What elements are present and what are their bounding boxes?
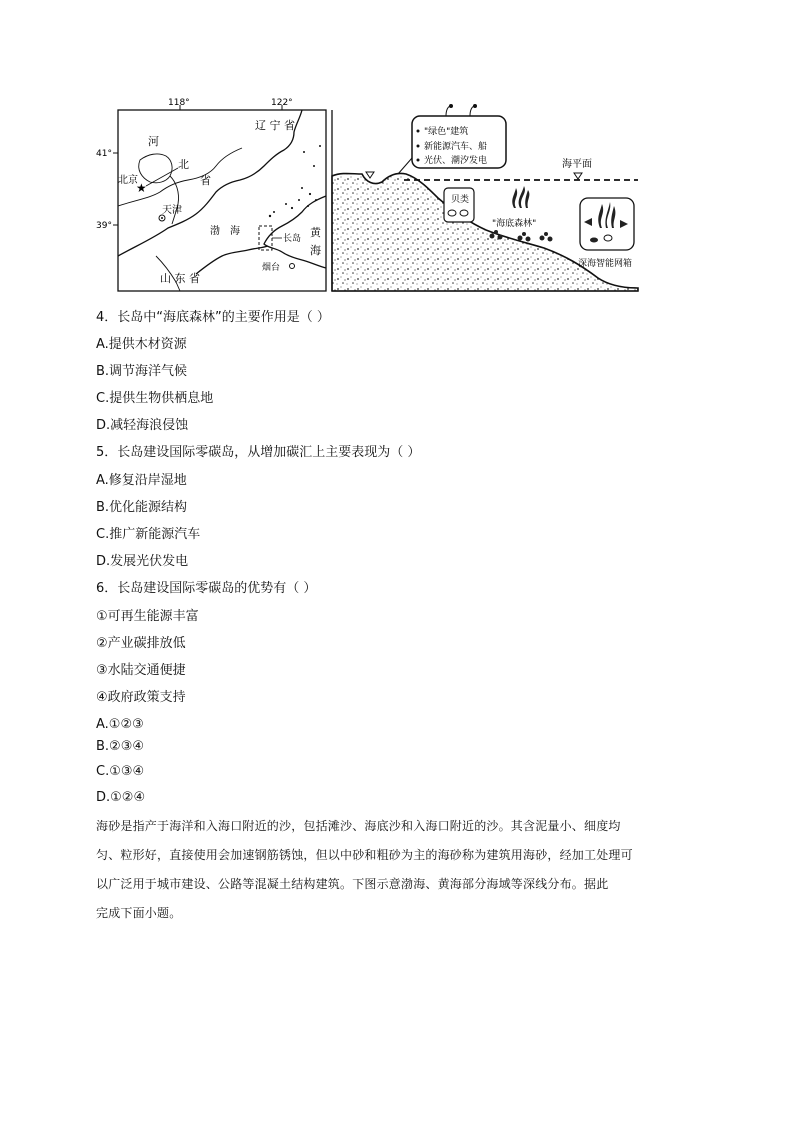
box-item-solar-tidal: 光伏、潮汐发电: [424, 156, 488, 166]
question-5-option-c[interactable]: C.推广新能源汽车: [96, 527, 201, 542]
passage-line: 完成下面小题。: [96, 906, 182, 920]
question-5-option-b[interactable]: B.优化能源结构: [96, 500, 188, 515]
label-hebei-he: 河: [148, 135, 159, 148]
label-yantai: 烟台: [262, 263, 281, 273]
label-changdao: 长岛: [283, 234, 302, 244]
question-6-option-b[interactable]: B.②③④: [96, 739, 145, 754]
shellfish-box: [444, 188, 474, 222]
question-5-option-a[interactable]: A.修复沿岸湿地: [96, 473, 187, 488]
box-item-new-energy: 新能源汽车、船: [424, 142, 488, 152]
label-seabed-forest: "海底森林": [492, 219, 537, 229]
question-4-option-b[interactable]: B.调节海洋气候: [96, 364, 188, 379]
passage-line: 海砂是指产于海洋和入海口附近的沙，包括滩沙、海底沙和入海口附近的沙。其含泥量小、细度均: [96, 819, 621, 833]
label-deep-sea-cage: 深海智能网箱: [578, 259, 633, 269]
profile-diagram: [332, 104, 638, 291]
label-tianjin: 天津: [162, 205, 182, 216]
question-6-option-c[interactable]: C.①③④: [96, 764, 145, 779]
figure: [96, 96, 640, 296]
label-huanghai-hai: 海: [310, 244, 321, 257]
label-huanghai-huang: 黄: [310, 226, 321, 239]
label-hebei-bei: 北: [178, 158, 189, 171]
lat-label-39: 39°: [96, 221, 112, 231]
question-6-stem: 6．长岛建设国际零碳岛的优势有（ ）: [96, 581, 317, 596]
question-5-option-d[interactable]: D.发展光伏发电: [96, 554, 189, 569]
question-6-option-d[interactable]: D.①②④: [96, 790, 146, 805]
location-map: [96, 98, 326, 291]
label-bohai-bo: 渤: [210, 226, 220, 237]
question-6-statement-1: ①可再生能源丰富: [96, 609, 199, 624]
label-beijing: 北京: [118, 175, 138, 186]
beijing-star-icon: ★: [136, 181, 147, 195]
sea-sand-passage: [96, 812, 696, 928]
label-bohai-hai: 海: [230, 226, 240, 237]
passage-line: 匀、粒形好，直接使用会加速钢筋锈蚀，但以中砂和粗砂为主的海砂称为建筑用海砂，经加工处理可: [96, 848, 633, 862]
question-4-option-d[interactable]: D.减轻海浪侵蚀: [96, 418, 189, 433]
label-hebei-sheng: 省: [200, 174, 211, 187]
box-item-green-building: "绿色"建筑: [424, 127, 469, 137]
question-4-option-c[interactable]: C.提供生物供栖息地: [96, 391, 214, 406]
question-6-statement-2: ②产业碳排放低: [96, 636, 186, 651]
label-shandong: 山 东 省: [160, 272, 200, 285]
question-6-statement-3: ③水陆交通便捷: [96, 663, 186, 678]
shell-icon-3: [590, 238, 598, 243]
question-6-statement-4: ④政府政策支持: [96, 690, 186, 705]
lon-label-118: 118°: [168, 98, 190, 108]
question-4-option-a[interactable]: A.提供木材资源: [96, 337, 187, 352]
passage-line: 以广泛用于城市建设、公路等混凝土结构建筑。下图示意渤海、黄海部分海域等深线分布。据此: [96, 877, 609, 891]
question-5-stem: 5．长岛建设国际零碳岛，从增加碳汇上主要表现为（ ）: [96, 445, 421, 460]
label-sea-level: 海平面: [562, 159, 592, 170]
label-liaoning: 辽 宁 省: [255, 119, 295, 132]
figure-svg: [96, 96, 640, 296]
label-shellfish: 贝类: [451, 195, 470, 205]
question-4-stem: 4．长岛中“海底森林”的主要作用是（ ）: [96, 310, 330, 325]
question-6-option-a[interactable]: A.①②③: [96, 717, 144, 732]
lat-label-41: 41°: [96, 149, 112, 159]
lon-label-122: 122°: [271, 98, 293, 108]
